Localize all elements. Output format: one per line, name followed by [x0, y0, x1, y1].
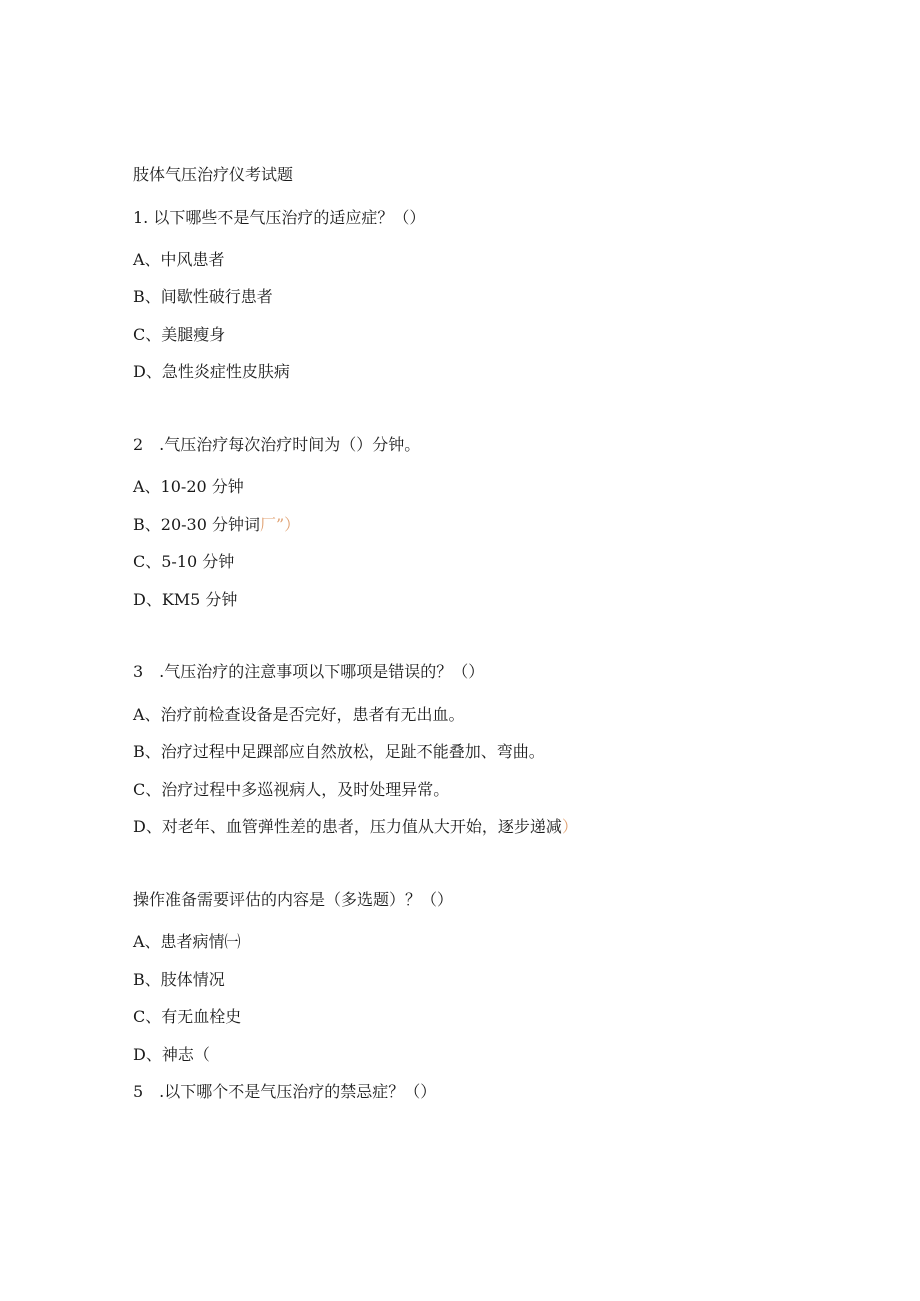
question-5-stem: 5 .以下哪个不是气压治疗的禁忌症？（） — [133, 1082, 437, 1101]
question-4-option-a: A、患者病情㈠ — [133, 932, 241, 951]
question-3-option-d — [133, 817, 578, 837]
question-3-stem: 3 .气压治疗的注意事项以下哪项是错误的？（） — [133, 662, 485, 681]
question-1-option-c: C、美腿瘦身 — [133, 325, 226, 344]
question-2-option-b-mark: 厂”） — [259, 515, 301, 534]
question-2-option-c: C、5-10 分钟 — [133, 552, 235, 571]
question-3-option-c: C、治疗过程中多巡视病人，及时处理异常。 — [133, 780, 450, 799]
question-2-option-b-text: B、20-30 分钟词 — [133, 515, 260, 534]
question-2-option-d: D、KM5 分钟 — [133, 590, 238, 609]
question-2-stem: 2 .气压治疗每次治疗时间为（）分钟。 — [133, 435, 421, 454]
question-3-option-d-mark: ） — [561, 817, 578, 836]
question-4-stem: 操作准备需要评估的内容是（多选题）？（） — [133, 890, 454, 909]
question-3-option-a: A、治疗前检查设备是否完好，患者有无出血。 — [133, 705, 465, 724]
question-3-option-d-text: D、对老年、血管弹性差的患者，压力值从大开始，逐步递减 — [133, 817, 562, 836]
question-4-option-d: D、神志（ — [133, 1045, 210, 1064]
question-1-option-a: A、中风患者 — [133, 250, 225, 269]
question-1-option-d: D、急性炎症性皮肤病 — [133, 362, 290, 381]
question-3-option-b: B、治疗过程中足踝部应自然放松，足趾不能叠加、弯曲。 — [133, 742, 545, 761]
question-2-option-a: A、10-20 分钟 — [133, 477, 244, 496]
question-1-stem: 1. 以下哪些不是气压治疗的适应症？（） — [133, 208, 426, 227]
document-title: 肢体气压治疗仪考试题 — [133, 165, 294, 184]
question-2-option-b — [133, 515, 300, 535]
question-4-option-b: B、肢体情况 — [133, 970, 225, 989]
question-4-option-c: C、有无血栓史 — [133, 1007, 242, 1026]
question-1-option-b: B、间歇性破行患者 — [133, 287, 273, 306]
